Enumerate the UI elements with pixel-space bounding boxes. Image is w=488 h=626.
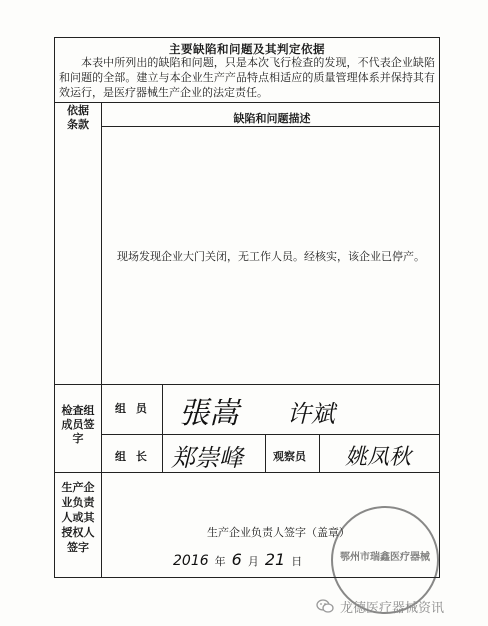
column-header: 缺陷和问题描述	[233, 112, 311, 125]
basis-label	[57, 104, 99, 132]
divider-leader-sign	[265, 434, 266, 472]
date-day-unit: 日	[291, 555, 303, 568]
form-title: 主要缺陷和问题及其判定依据	[169, 42, 325, 56]
member-role-label: 组 员	[115, 402, 150, 415]
date-year: 2016	[173, 553, 209, 569]
leader-signature: 郑崇峰	[171, 444, 243, 472]
enterprise-sign-caption: 生产企业负责人签字（盖章）	[207, 526, 350, 539]
inspection-group-line3: 字	[72, 432, 84, 445]
form-intro: 本表中所列出的缺陷和问题，只是本次飞行检查的发现，不代表企业缺陷和问题的全部。建立与本企业生产产品特点相适应的质量管理体系并保持其有效运行，是医疗器械生产企业的法定责任。	[59, 56, 435, 99]
basis-label-line2: 条款	[67, 118, 89, 131]
divider-findings	[55, 384, 439, 385]
enterprise-line5: 签字	[67, 541, 89, 554]
observer-signature: 姚凤秋	[345, 445, 412, 470]
date-day: 21	[264, 550, 286, 569]
enterprise-line3: 人或其	[61, 511, 95, 524]
divider-observer-label	[319, 434, 320, 472]
divider-group	[55, 472, 439, 473]
basis-label-line1: 依据	[67, 104, 89, 117]
enterprise-line1: 生产企	[61, 481, 95, 494]
divider-label-column	[101, 102, 102, 578]
inspection-form	[54, 37, 440, 578]
wechat-icon	[316, 598, 334, 614]
divider-members	[101, 434, 439, 435]
divider-role-column	[162, 384, 163, 472]
enterprise-label	[57, 480, 99, 555]
enterprise-line2: 业负责	[61, 496, 95, 509]
inspection-group-line2: 成员签	[61, 418, 95, 431]
sign-date	[173, 550, 302, 569]
watermark-text: 龙德医疗器械资讯	[340, 600, 445, 616]
seal-text: 鄂州市瑞鑫医疗器械	[340, 552, 430, 563]
enterprise-line4: 授权人	[61, 526, 95, 539]
date-month: 6	[231, 550, 242, 569]
date-year-unit: 年	[214, 555, 226, 568]
divider-header	[101, 126, 439, 127]
member-signature-2: 许斌	[287, 400, 335, 428]
leader-role-label: 组 长	[115, 450, 150, 463]
member-signature-1: 張嵩	[179, 396, 239, 431]
inspection-group-label	[57, 404, 99, 446]
watermark	[316, 596, 444, 616]
finding-text: 现场发现企业大门关闭，无工作人员。经核实，该企业已停产。	[117, 250, 425, 263]
inspection-group-line1: 检查组	[61, 404, 95, 417]
divider-intro	[55, 102, 439, 103]
observer-role-label: 观察员	[273, 450, 306, 463]
date-month-unit: 月	[247, 555, 259, 568]
